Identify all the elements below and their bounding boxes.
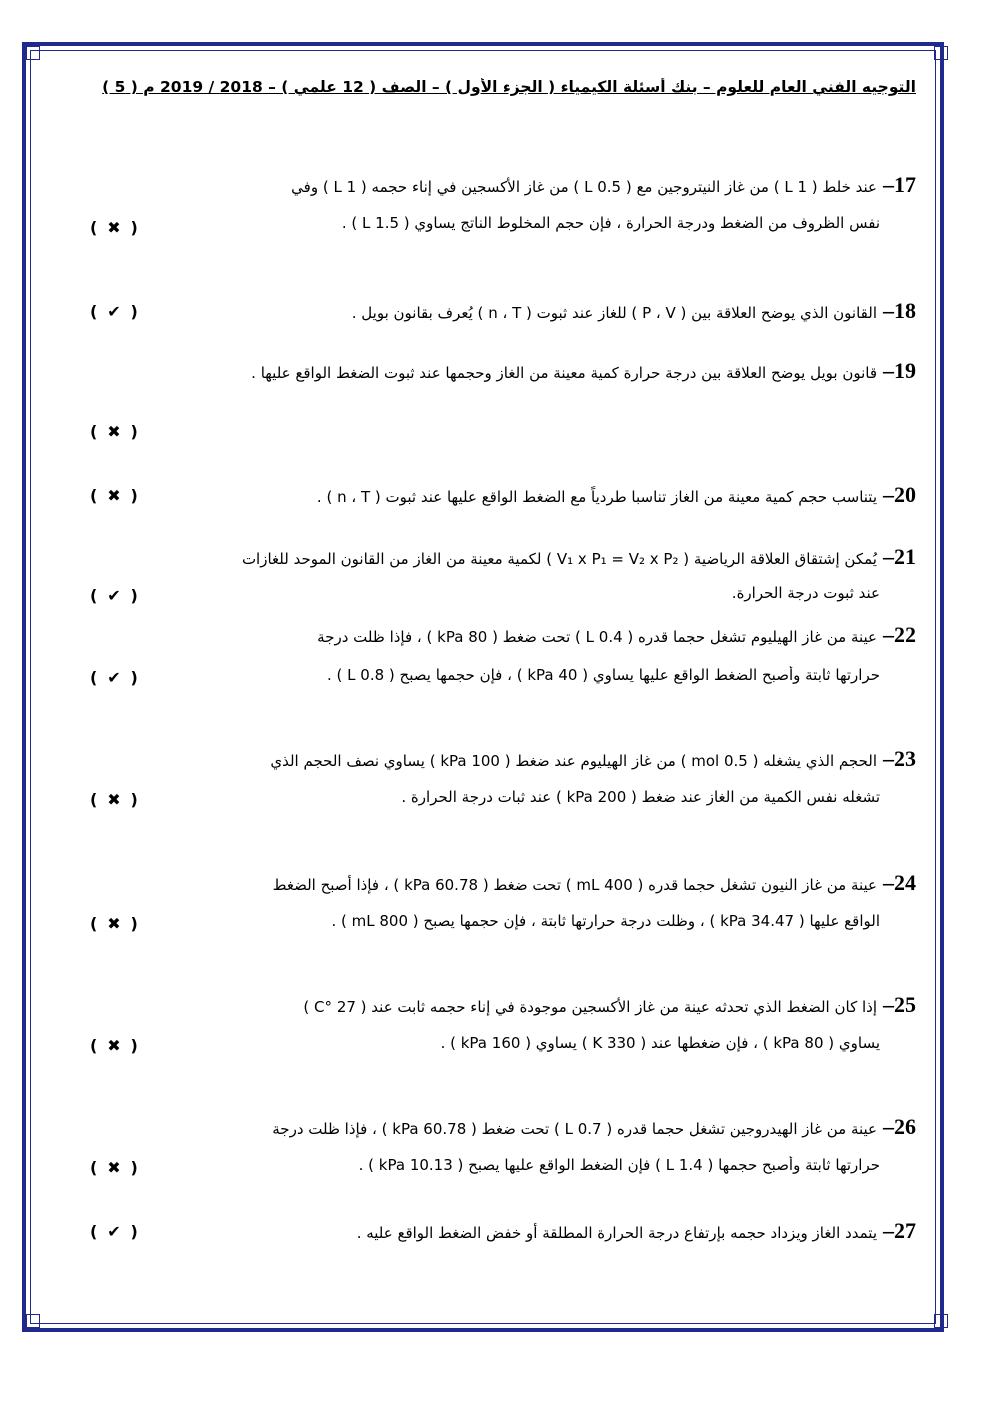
- check-mark-icon: ✔: [107, 1222, 121, 1241]
- question-number: 21–: [883, 544, 916, 569]
- question-number: 20–: [883, 482, 916, 507]
- question-text: عينة من غاز الهيدروجين تشغل حجما قدره ( 0.7 L ) تحت ضغط ( 60.78 kPa ) ، فإذا ظلت درجة: [272, 1120, 877, 1138]
- page-header: التوجيه الفني العام للعلوم – بنك أسئلة الكيمياء ( الجزء الأول ) – الصف ( 12 علمي ) – 2018 / 2019 م ( 5 ): [102, 78, 916, 96]
- question-text: يُمكن إشتقاق العلاقة الرياضية ( V₁ x P₁ = V₂ x P₂ ) لكمية معينة من الغاز من القانون الموحد للغازات: [241, 550, 877, 568]
- question-text-cont: يساوي ( 80 kPa ) ، فإن ضغطها عند ( 330 K ) يساوي ( 160 kPa ) .: [440, 1034, 880, 1052]
- border-corner: [934, 46, 948, 60]
- question-text: إذا كان الضغط الذي تحدثه عينة من غاز الأكسجين موجودة في إناء حجمه ثابت عند ( 27 °C ): [303, 998, 877, 1016]
- question-number: 17–: [883, 172, 916, 197]
- question-text-cont: حرارتها ثابتة وأصبح الضغط الواقع عليها يساوي ( 40 kPa ) ، فإن حجمها يصبح ( 0.8 L ) .: [327, 666, 880, 684]
- check-mark-icon: ✔: [107, 302, 121, 321]
- check-mark-icon: ✔: [107, 586, 121, 605]
- wrong-mark-icon: ✖: [107, 486, 121, 505]
- answer-wrong: ( ✖ ): [90, 1158, 138, 1177]
- question-number: 25–: [883, 992, 916, 1017]
- check-mark-icon: ✔: [107, 668, 121, 687]
- question-number: 23–: [883, 746, 916, 771]
- question-text: عينة من غاز الهيليوم تشغل حجما قدره ( 0.4 L ) تحت ضغط ( 80 kPa ) ، فإذا ظلت درجة: [317, 628, 877, 646]
- answer-wrong: ( ✖ ): [90, 486, 138, 505]
- question-text-cont: تشغله نفس الكمية من الغاز عند ضغط ( 200 kPa ) عند ثبات درجة الحرارة .: [401, 788, 880, 806]
- answer-right: ( ✔ ): [90, 302, 138, 321]
- answer-right: ( ✔ ): [90, 668, 138, 687]
- question-text: يتمدد الغاز ويزداد حجمه بإرتفاع درجة الحرارة المطلقة أو خفض الضغط الواقع عليه .: [356, 1224, 877, 1242]
- question-text: يتناسب حجم كمية معينة من الغاز تناسبا طردياً مع الضغط الواقع عليها عند ثبوت ( n ، T ) .: [316, 488, 877, 506]
- wrong-mark-icon: ✖: [107, 422, 121, 441]
- answer-right: ( ✔ ): [90, 1222, 138, 1241]
- wrong-mark-icon: ✖: [107, 790, 121, 809]
- question-number: 18–: [883, 298, 916, 323]
- wrong-mark-icon: ✖: [107, 1158, 121, 1177]
- question-number: 24–: [883, 870, 916, 895]
- question-text-cont: نفس الظروف من الضغط ودرجة الحرارة ، فإن حجم المخلوط الناتج يساوي ( 1.5 L ) .: [341, 214, 880, 232]
- border-corner: [26, 46, 40, 60]
- question-text: الحجم الذي يشغله ( 0.5 mol ) من غاز الهيليوم عند ضغط ( 100 kPa ) يساوي نصف الحجم الذي: [270, 752, 877, 770]
- question-number: 22–: [883, 622, 916, 647]
- question-text: عينة من غاز النيون تشغل حجما قدره ( 400 mL ) تحت ضغط ( 60.78 kPa ) ، فإذا أصبح الضغط: [272, 876, 877, 894]
- answer-wrong: ( ✖ ): [90, 914, 138, 933]
- question-text-cont: عند ثبوت درجة الحرارة.: [731, 584, 880, 602]
- question-number: 26–: [883, 1114, 916, 1139]
- answer-wrong: ( ✖ ): [90, 1036, 138, 1055]
- answer-wrong: ( ✖ ): [90, 790, 138, 809]
- wrong-mark-icon: ✖: [107, 1036, 121, 1055]
- wrong-mark-icon: ✖: [107, 914, 121, 933]
- question-text: قانون بويل يوضح العلاقة بين درجة حرارة كمية معينة من الغاز وحجمها عند ثبوت الضغط الواقع عليها .: [251, 364, 877, 382]
- question-number: 27–: [883, 1218, 916, 1243]
- wrong-mark-icon: ✖: [107, 218, 121, 237]
- answer-wrong: ( ✖ ): [90, 218, 138, 237]
- question-text-cont: حرارتها ثابتة وأصبح حجمها ( 1.4 L ) فإن الضغط الواقع عليها يصبح ( 10.13 kPa ) .: [358, 1156, 880, 1174]
- document-page: [60, 60, 916, 1310]
- answer-right: ( ✔ ): [90, 586, 138, 605]
- question-text: القانون الذي يوضح العلاقة بين ( P ، V ) للغاز عند ثبوت ( n ، T ) يُعرف بقانون بويل .: [351, 304, 877, 322]
- question-text: عند خلط ( 1 L ) من غاز النيتروجين مع ( 0.5 L ) من غاز الأكسجين في إناء حجمه ( 1 L ) وفي: [291, 178, 877, 196]
- border-corner: [934, 1314, 948, 1328]
- question-number: 19–: [883, 358, 916, 383]
- question-text-cont: الواقع عليها ( 34.47 kPa ) ، وظلت درجة حرارتها ثابتة ، فإن حجمها يصبح ( 800 mL ) .: [331, 912, 880, 930]
- border-corner: [26, 1314, 40, 1328]
- answer-wrong: ( ✖ ): [90, 422, 138, 441]
